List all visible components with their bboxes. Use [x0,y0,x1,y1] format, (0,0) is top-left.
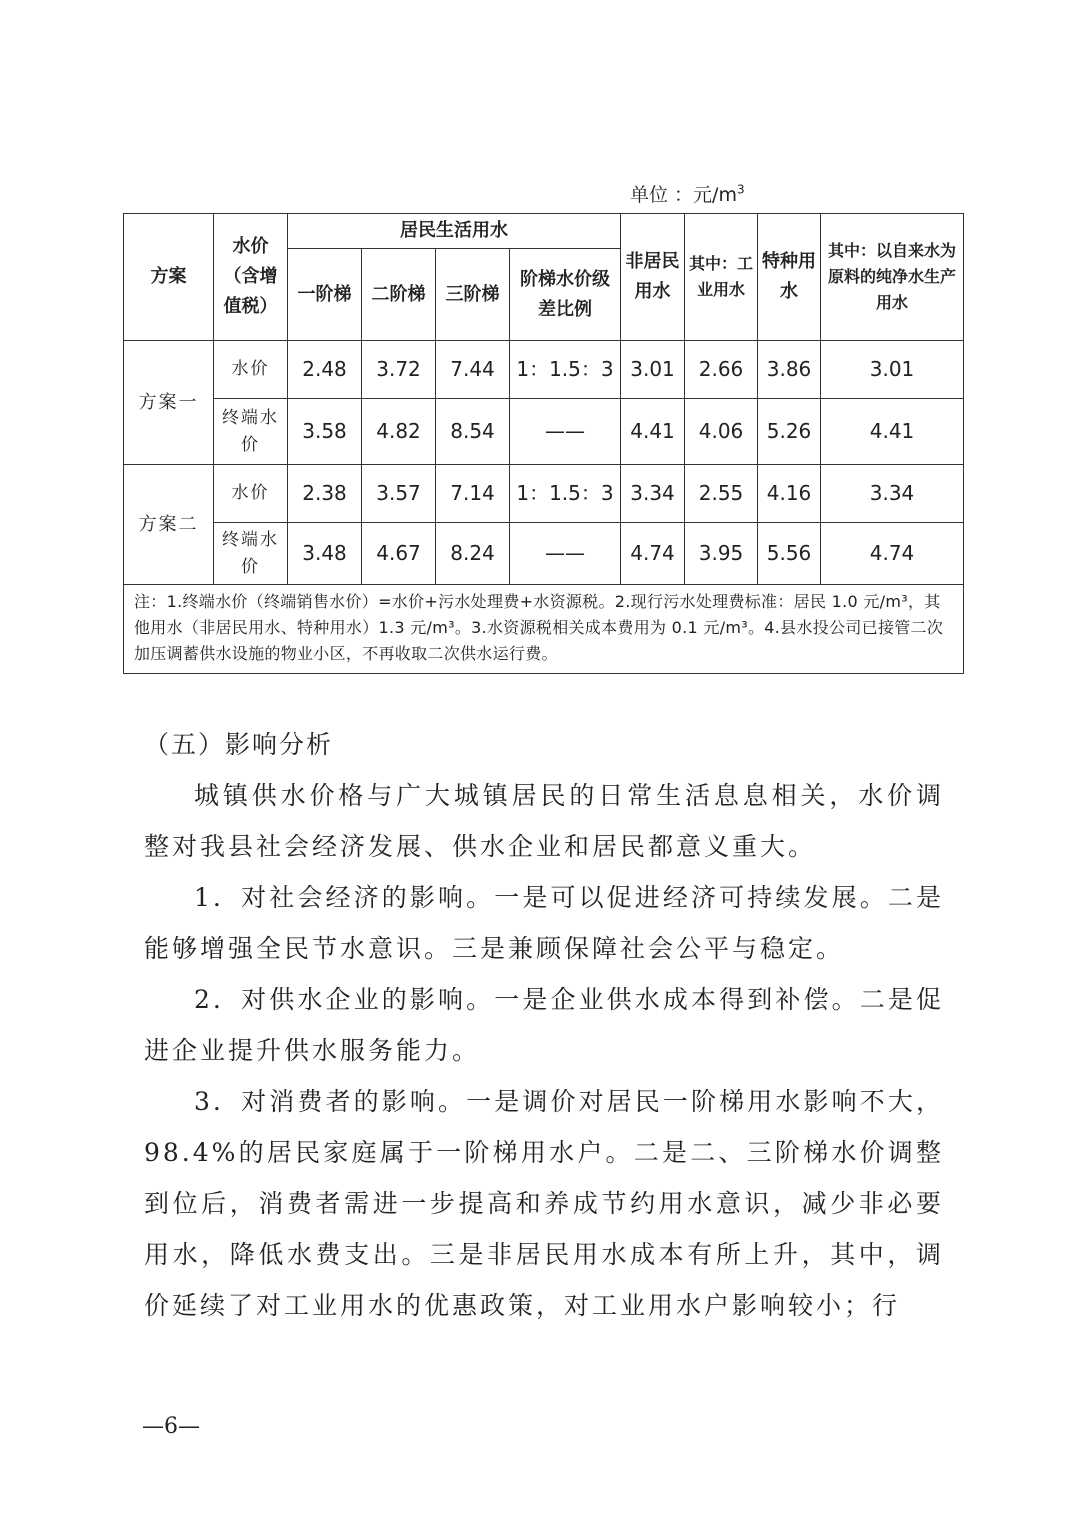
unit-text: 单位 ：元/m [630,184,737,206]
header-purified: 其中：以自来水为原料的纯净水生产用水 [821,214,964,341]
header-residential: 居民生活用水 [288,214,621,249]
paragraph-consumer-impact: 3．对消费者的影响。一是调价对居民一阶梯用水影响不大，98.4%的居民家庭属于一阶梯用水户。二是二、三阶梯水价调整到位后，消费者需进一步提高和养成节约用水意识，减少非必要用水，降低水费支出。三是非居民用水成本有所上升，其中，调价延续了对工业用水的优惠政策，对工业用水户影响较小；行 [144,1087,944,1320]
header-non-residential: 非居民用水 [621,214,685,341]
industrial-cell: 3.95 [685,523,758,585]
industrial-cell: 2.66 [685,341,758,399]
table-row [124,465,964,523]
page-number: —6— [142,1414,200,1439]
table-note: 注：1.终端水价（终端销售水价）=水价+污水处理费+水资源税。2.现行污水处理费标准：居民 1.0 元/m³，其他用水（非居民用水、特种用水）1.3 元/m³。3.水资源税相关成本费用为 0.1 元/m³。4.县水投公司已接管二次加压调蓄供水设施的物业小区，不再收取二次供水运行费。 [124,585,964,674]
tier3-cell: 7.44 [436,341,510,399]
special-cell: 4.16 [758,465,821,523]
table-row [124,523,964,585]
non-residential-cell: 3.34 [621,465,685,523]
header-scheme: 方案 [124,214,214,341]
tier-ratio-cell: —— [510,523,621,585]
water-price-table [123,213,964,674]
special-cell: 5.26 [758,399,821,465]
paragraph-economy-impact: 1．对社会经济的影响。一是可以促进经济可持续发展。二是能够增强全民节水意识。三是兼顾保障社会公平与稳定。 [144,883,944,963]
header-tier-ratio: 阶梯水价级差比例 [510,249,621,341]
section-heading: （五）影响分析 [144,730,334,759]
industrial-cell: 2.55 [685,465,758,523]
header-special: 特种用水 [758,214,821,341]
tier3-cell: 8.24 [436,523,510,585]
tier1-cell: 3.58 [288,399,362,465]
header-tier2: 二阶梯 [362,249,436,341]
purified-cell: 4.41 [821,399,964,465]
header-tier3: 三阶梯 [436,249,510,341]
paragraph-supplier-impact: 2．对供水企业的影响。一是企业供水成本得到补偿。二是促进企业提升供水服务能力。 [144,985,944,1065]
scheme-cell: 方案二 [124,465,214,585]
unit-label [630,180,745,207]
header-price-incl-tax: 水价（含增值税） [214,214,288,341]
header-tier1: 一阶梯 [288,249,362,341]
tier1-cell: 2.48 [288,341,362,399]
non-residential-cell: 3.01 [621,341,685,399]
purified-cell: 4.74 [821,523,964,585]
price-kind-cell: 终端水价 [214,399,288,465]
table-row [124,341,964,399]
tier1-cell: 2.38 [288,465,362,523]
paragraph-intro: 城镇供水价格与广大城镇居民的日常生活息息相关，水价调整对我县社会经济发展、供水企业和居民都意义重大。 [144,781,944,861]
table-row [124,399,964,465]
tier3-cell: 8.54 [436,399,510,465]
tier3-cell: 7.14 [436,465,510,523]
tier1-cell: 3.48 [288,523,362,585]
price-kind-cell: 水价 [214,341,288,399]
purified-cell: 3.01 [821,341,964,399]
price-kind-cell: 水价 [214,465,288,523]
price-kind-cell: 终端水价 [214,523,288,585]
special-cell: 5.56 [758,523,821,585]
purified-cell: 3.34 [821,465,964,523]
unit-superscript: 3 [736,182,745,197]
tier2-cell: 4.82 [362,399,436,465]
industrial-cell: 4.06 [685,399,758,465]
tier2-cell: 3.57 [362,465,436,523]
tier2-cell: 4.67 [362,523,436,585]
header-industrial: 其中：工业用水 [685,214,758,341]
tier-ratio-cell: 1：1.5：3 [510,341,621,399]
special-cell: 3.86 [758,341,821,399]
non-residential-cell: 4.74 [621,523,685,585]
non-residential-cell: 4.41 [621,399,685,465]
tier-ratio-cell: —— [510,399,621,465]
tier-ratio-cell: 1：1.5：3 [510,465,621,523]
scheme-cell: 方案一 [124,341,214,465]
tier2-cell: 3.72 [362,341,436,399]
